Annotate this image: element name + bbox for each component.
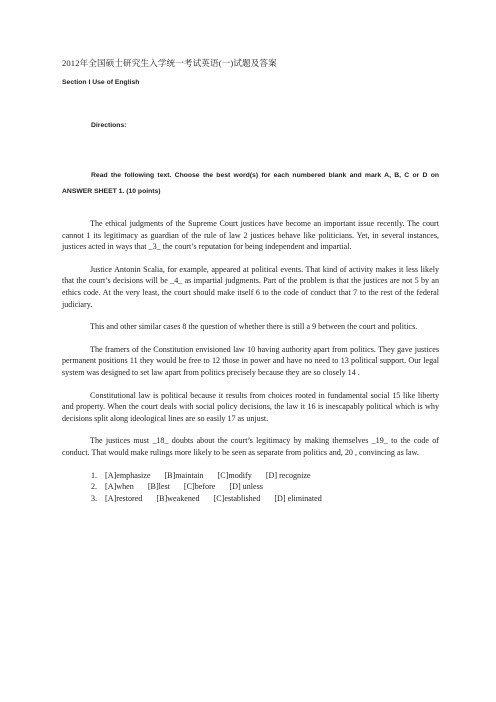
- section-heading: Section I Use of English: [62, 79, 140, 86]
- passage-paragraph-3: This and other similar cases 8 the question of whether there is still a 9 between the court and politics.: [90, 322, 418, 332]
- option-choice-b: [B]lest: [147, 482, 170, 492]
- option-choice-d: [D] unless: [229, 482, 263, 492]
- option-choice-d: [D] eliminated: [274, 493, 322, 503]
- option-choice-b: [B]weakened: [156, 493, 200, 503]
- option-number: 2.: [91, 482, 98, 492]
- instruction-text: Read the following text. Choose the best word(s) for each numbered blank and mark A, B, C or D on ANSWER SHEET 1. (10 points): [62, 172, 439, 195]
- document-title: 2012年全国硕士研究生入学统一考试英语(一)试题及答案: [62, 58, 277, 68]
- passage-paragraph-4: The framers of the Constitution envisioned law 10 having authority apart from politics. They gave justices permanent positions 11 they would be free to 12 those in power and have no need to 13 political support. Our legal system was designed to set law apart from politics precisely because they are so closely 14 .: [62, 344, 439, 377]
- directions-label: Directions:: [91, 122, 127, 129]
- passage-paragraph-1: The ethical judgments of the Supreme Court justices have become an important issue recently. The court cannot 1 its legitimacy as guardian of the rule of law 2 justices behave like politicians. Yet, in several instances, justices acted in ways that _3_ the court’s reputation for being independent and impartial.: [62, 219, 439, 252]
- option-choice-a: [A]restored: [105, 493, 143, 503]
- option-choice-a: [A]when: [105, 482, 134, 492]
- option-number: 3.: [91, 493, 98, 503]
- option-choice-c: [C]before: [183, 482, 216, 492]
- option-row-2: [91, 481, 439, 493]
- option-choice-c: [C]modify: [217, 470, 252, 480]
- option-number: 1.: [91, 470, 98, 480]
- option-choice-b: [B]maintain: [164, 470, 204, 480]
- passage-paragraph-2: Justice Antonin Scalia, for example, appeared at political events. That kind of activity makes it less likely that the court’s decisions will be _4_ as impartial judgments. Part of the problem is that the justices are not 5 by an ethics code. At the very least, the court should make itself 6 to the code of conduct that 7 to the rest of the federal judiciary.: [62, 264, 439, 309]
- option-choice-c: [C]established: [213, 493, 261, 503]
- option-choice-d: [D] recognize: [265, 470, 311, 480]
- option-row-1: [91, 470, 439, 482]
- answer-options: [91, 470, 439, 505]
- option-row-3: [91, 493, 439, 505]
- passage-paragraph-5: Constitutional law is political because it results from choices rooted in fundamental social 15 like liberty and property. When the court deals with social policy decisions, the law it 16 is inescapably political which is why decisions split along ideological lines are so easily 17 as unjust.: [62, 390, 439, 423]
- passage-paragraph-6: The justices must _18_ doubts about the court’s legitimacy by making themselves _19_ to the code of conduct. That would make rulings more likely to be seen as separate from politics and, 20 , convincing as law.: [62, 436, 439, 457]
- option-choice-a: [A]emphasize: [105, 470, 151, 480]
